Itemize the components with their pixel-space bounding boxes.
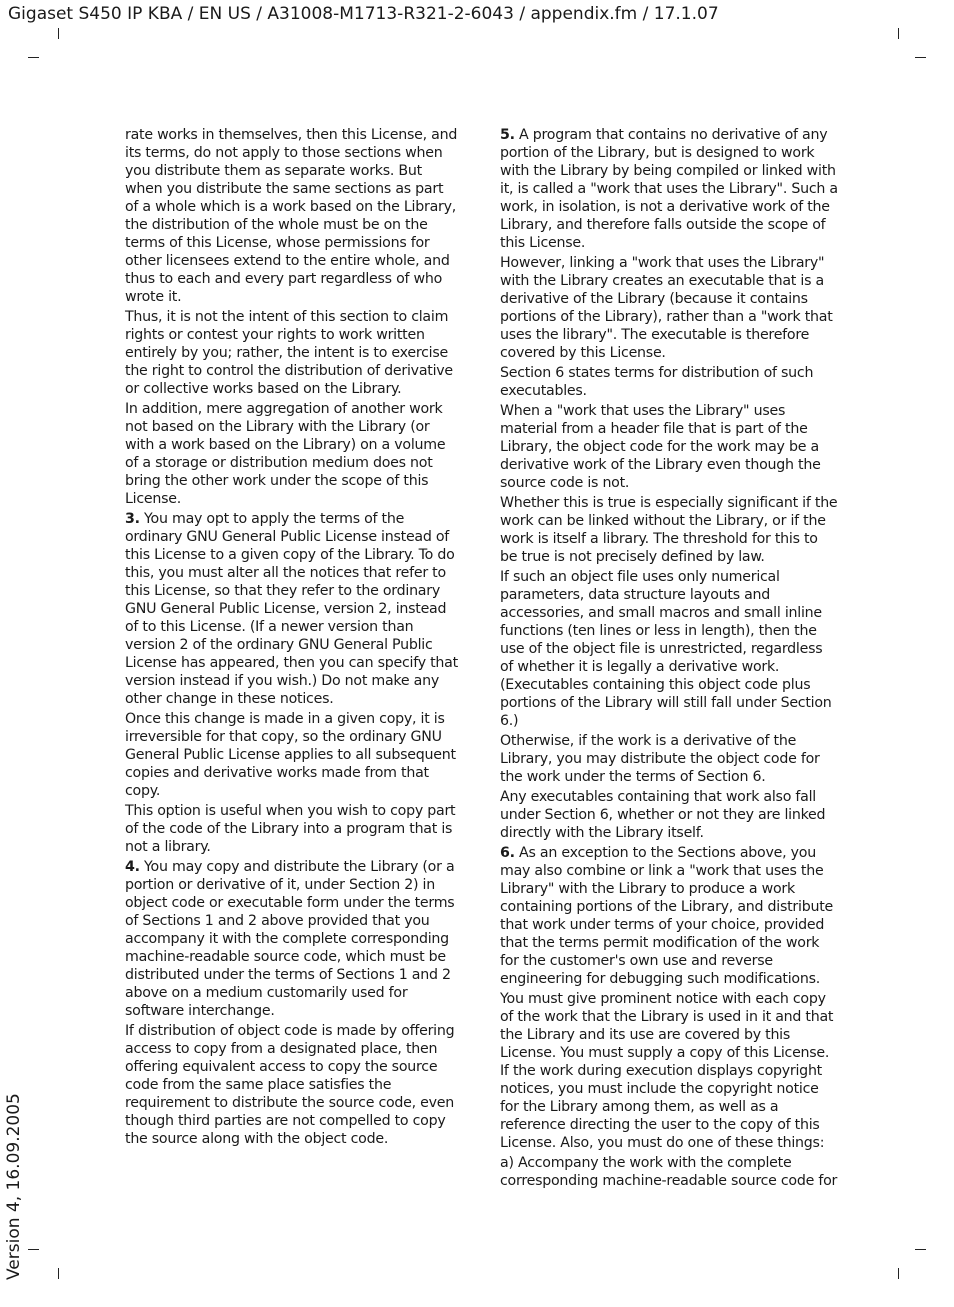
paragraph	[125, 126, 459, 306]
paragraph-text: Any executables containing that work also fall under Section 6, whether or not they are linked directly with the Library itself.	[500, 789, 826, 841]
paragraph	[500, 732, 838, 786]
crop-mark-bottom-left-horizontal	[28, 1249, 39, 1250]
paragraph-text: Once this change is made in a given copy, it is irreversible for that copy, so the ordinary GNU General Public License applies to all subsequent copies and derivative works made from that copy.	[125, 711, 456, 799]
paragraph-text: You may opt to apply the terms of the ordinary GNU General Public License instead of this License to a given copy of the Library. To do this, you must alter all the notices that refer to this License, so that they refer to the ordinary GNU General Public License, version 2, instead of to this License. (If a newer version than version 2 of the ordinary GNU General Public License has appeared, then you can specify that version instead if you wish.) Do not make any other change in these notices.	[125, 511, 458, 707]
paragraph-text: rate works in themselves, then this License, and its terms, do not apply to those sections when you distribute them as separate works. But when you distribute the same sections as part of a whole which is a work based on the Library, the distribution of the whole must be on the terms of this License, whose permissions for other licensees extend to the entire whole, and thus to each and every part regardless of who wrote it.	[125, 127, 458, 305]
crop-mark-bottom-right-vertical	[898, 1268, 899, 1279]
paragraph-text: Section 6 states terms for distribution of such executables.	[500, 365, 814, 399]
paragraph	[125, 308, 459, 398]
version-text: Version 4, 16.09.2005	[4, 1093, 24, 1280]
right-text-column	[500, 126, 838, 1192]
paragraph-text: A program that contains no derivative of any portion of the Library, but is designed to work with the Library by being compiled or linked with it, is called a "work that uses the Library". Such a work, in isolation, is not a derivative work of the Library, and therefore falls outside the scope of this License.	[500, 127, 838, 251]
crop-mark-top-right-horizontal	[915, 57, 926, 58]
paragraph	[500, 568, 838, 730]
paragraph-text: However, linking a "work that uses the Library" with the Library creates an executable that is a derivative of the Library (because it contains portions of the Library), rather than a "work that uses the library". The executable is therefore covered by this License.	[500, 255, 833, 361]
paragraph-text: This option is useful when you wish to copy part of the code of the Library into a program that is not a library.	[125, 803, 456, 855]
paragraph	[500, 494, 838, 566]
crop-mark-top-left-horizontal	[28, 57, 39, 58]
paragraph-text: If such an object file uses only numerical parameters, data structure layouts and accessories, and small macros and small inline functions (ten lines or less in length), then the use of the object file is unrestricted, regardless of whether it is legally a derivative work. (Executables containing this object code plus portions of the Library will still fall under Section 6.)	[500, 569, 832, 729]
paragraph	[500, 402, 838, 492]
paragraph	[125, 710, 459, 800]
paragraph	[500, 364, 838, 400]
paragraph-text: a) Accompany the work with the complete corresponding machine-readable source code for	[500, 1155, 838, 1189]
paragraph	[500, 126, 838, 252]
paragraph	[125, 400, 459, 508]
paragraph-text: In addition, mere aggregation of another work not based on the Library with the Library (or with a work based on the Library) on a volume of a storage or distribution medium does not bring the other work under the scope of this License.	[125, 401, 446, 507]
paragraph	[500, 788, 838, 842]
left-text-column	[125, 126, 459, 1150]
crop-mark-top-left-vertical	[58, 28, 59, 39]
version-side-label	[0, 1093, 28, 1280]
paragraph-text: You must give prominent notice with each copy of the work that the Library is used in it and that the Library and its use are covered by this License. You must supply a copy of this License. If the work during execution displays copyright notices, you must include the copyright notice for the Library among them, as well as a reference directing the user to the copy of this License. Also, you must do one of these things:	[500, 991, 834, 1151]
crop-mark-bottom-left-vertical	[58, 1268, 59, 1279]
page-header: Gigaset S450 IP KBA / EN US / A31008-M1713-R321-2-6043 / appendix.fm / 17.1.07	[8, 4, 719, 24]
paragraph-text: When a "work that uses the Library" uses material from a header file that is part of the Library, the object code for the work may be a derivative work of the Library even though the source code is not.	[500, 403, 821, 491]
section-number: 6.	[500, 845, 515, 861]
section-number: 3.	[125, 511, 140, 527]
paragraph-text: As an exception to the Sections above, you may also combine or link a "work that uses the Library" with the Library to produce a work containing portions of the Library, and distribute that work under terms of your choice, provided that the terms permit modification of the work for the customer's own use and reverse engineering for debugging such modifications.	[500, 845, 833, 987]
paragraph	[500, 844, 838, 988]
paragraph-text: Thus, it is not the intent of this section to claim rights or contest your rights to work written entirely by you; rather, the intent is to exercise the right to control the distribution of derivative or collective works based on the Library.	[125, 309, 453, 397]
paragraph	[500, 1154, 838, 1190]
section-number: 4.	[125, 859, 140, 875]
section-number: 5.	[500, 127, 515, 143]
paragraph-text: Whether this is true is especially significant if the work can be linked without the Library, or if the work is itself a library. The threshold for this to be true is not precisely defined by law.	[500, 495, 838, 565]
paragraph-text: If distribution of object code is made by offering access to copy from a designated place, then offering equivalent access to copy the source code from the same place satisfies the requirement to distribute the source code, even though third parties are not compelled to copy the source along with the object code.	[125, 1023, 455, 1147]
paragraph	[500, 254, 838, 362]
crop-mark-top-right-vertical	[898, 28, 899, 39]
paragraph	[500, 990, 838, 1152]
paragraph	[125, 858, 459, 1020]
paragraph-text: Otherwise, if the work is a derivative of the Library, you may distribute the object code for the work under the terms of Section 6.	[500, 733, 820, 785]
paragraph	[125, 1022, 459, 1148]
paragraph	[125, 510, 459, 708]
crop-mark-bottom-right-horizontal	[915, 1249, 926, 1250]
paragraph	[125, 802, 459, 856]
paragraph-text: You may copy and distribute the Library (or a portion or derivative of it, under Section 2) in object code or executable form under the terms of Sections 1 and 2 above provided that you accompany it with the complete corresponding machine-readable source code, which must be distributed under the terms of Sections 1 and 2 above on a medium customarily used for software interchange.	[125, 859, 455, 1019]
